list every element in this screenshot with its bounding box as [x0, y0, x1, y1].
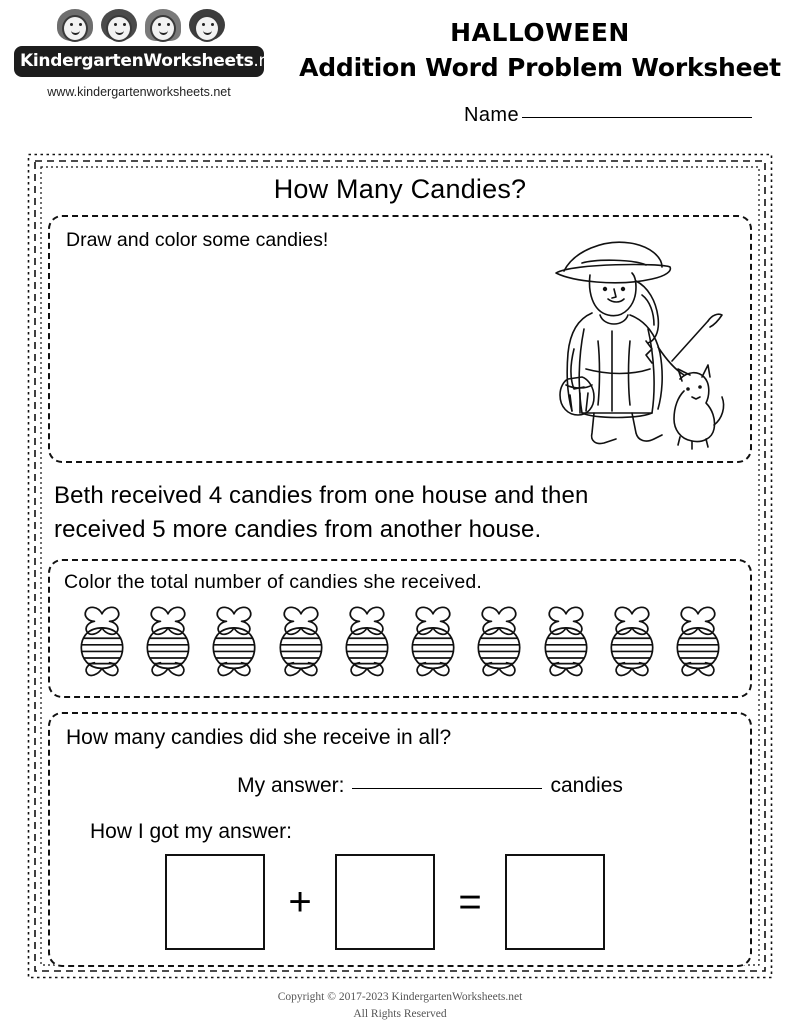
- page-footer: [0, 989, 800, 1024]
- addend-2-box[interactable]: [335, 854, 435, 950]
- candy-icon[interactable]: [401, 602, 465, 682]
- name-label: Name: [464, 104, 519, 126]
- copyright-text: Copyright © 2017-2023 KindergartenWorksheets.net: [277, 990, 523, 1003]
- question-text: How many candies did she receive in all?: [66, 726, 452, 750]
- candy-icon[interactable]: [666, 602, 730, 682]
- student-name-field[interactable]: [464, 104, 752, 127]
- answer-prefix: My answer:: [237, 774, 345, 798]
- kid-face-icon: [98, 8, 140, 50]
- draw-instruction: Draw and color some candies!: [66, 229, 329, 251]
- candy-icon[interactable]: [70, 602, 134, 682]
- kid-face-icon: [54, 8, 96, 50]
- logo-wordmark: [14, 46, 286, 77]
- equation-row: [66, 854, 734, 950]
- word-problem-line-1: Beth received 4 candies from one house and then: [54, 482, 589, 509]
- word-problem-line-2: received 5 more candies from another house.: [54, 516, 542, 544]
- site-url[interactable]: www.kindergartenworksheets.net: [47, 85, 231, 99]
- addend-1-box[interactable]: [165, 854, 265, 950]
- title-theme: HALLOWEEN: [450, 18, 630, 47]
- word-problem: [54, 479, 746, 547]
- color-instruction: Color the total number of candies she received.: [64, 571, 483, 594]
- name-blank-line[interactable]: [522, 117, 752, 118]
- logo-word-tld: .net: [253, 51, 286, 71]
- candy-icon[interactable]: [467, 602, 531, 682]
- candy-icon[interactable]: [534, 602, 598, 682]
- witch-illustration: [512, 229, 732, 451]
- candy-icon[interactable]: [600, 602, 664, 682]
- worksheet-heading: How Many Candies?: [273, 174, 527, 204]
- candy-icon[interactable]: [202, 602, 266, 682]
- work-label: How I got my answer:: [90, 820, 292, 844]
- sum-box[interactable]: [505, 854, 605, 950]
- page-header: [0, 0, 800, 140]
- answer-field[interactable]: [66, 774, 734, 798]
- answer-suffix: candies: [550, 774, 623, 798]
- logo-word-worksheets: Worksheets: [143, 51, 254, 71]
- candy-icon[interactable]: [335, 602, 399, 682]
- equals-sign: =: [458, 880, 482, 925]
- title-subject: Addition Word Problem Worksheet: [299, 53, 781, 82]
- plus-sign: +: [288, 880, 312, 925]
- kids-illustration: [18, 8, 264, 50]
- draw-area[interactable]: [48, 215, 752, 463]
- rights-text: All Rights Reserved: [353, 1007, 447, 1020]
- logo-word-kindergarten: Kindergarten: [20, 51, 144, 71]
- candy-icon[interactable]: [136, 602, 200, 682]
- worksheet-sheet: [26, 152, 774, 980]
- color-candies-area[interactable]: [48, 559, 752, 698]
- answer-area[interactable]: [48, 712, 752, 967]
- site-logo[interactable]: [14, 8, 286, 99]
- answer-blank-line[interactable]: [352, 788, 542, 789]
- candy-icon[interactable]: [269, 602, 333, 682]
- worksheet-title-block: [290, 18, 790, 82]
- candy-row: [64, 602, 736, 682]
- kid-face-icon: [142, 8, 184, 50]
- kid-face-icon: [186, 8, 228, 50]
